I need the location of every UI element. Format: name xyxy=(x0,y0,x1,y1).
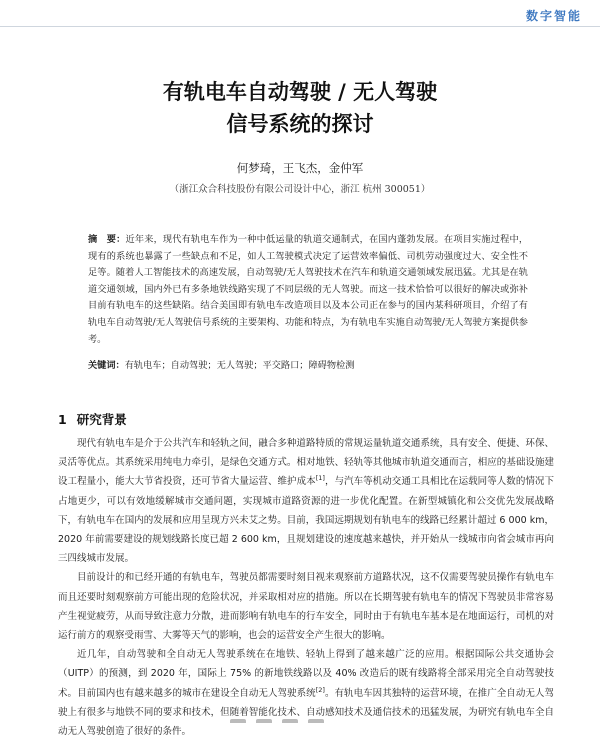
page-header xyxy=(0,0,600,27)
affiliation: （浙江众合科技股份有限公司设计中心，浙江 杭州 300051） xyxy=(169,184,431,195)
cut-off-glyph xyxy=(282,719,298,723)
section-number: 1 xyxy=(58,412,67,427)
paragraph-2: 目前设计的和已经开通的有轨电车，驾驶员都需要时刻目视来观察前方道路状况，这不仅需要驾驶员操作有轨电车而且还要时刻观察前方可能出现的危险状况，并采取相对应的措施。所以在长期驾驶有轨电车的情况下驾驶员非常容易产生视觉疲劳，从而导致注意力分散，进而影响有轨电车的行车安全，同时由于有轨电车基本是在地面运行，司机的对运行前方的观察受雨雪、大雾等天气的影响，也会的运营安全产生很大的影响。 xyxy=(58,572,554,642)
paragraph-1-part-1: 现代有轨电车是介于公共汽车和轻轨之间，融合多种道路特质的常规运量轨道交通系统，具有安全、便捷、环保、灵活等优点。其系统采用纯电力牵引，是绿色交通方式。相对地铁、轻轨等其他城市轨道交通而言，相应的基础设施建设工程量小，能大大节省投资，还可节省大量运营、维护成本 xyxy=(58,438,554,488)
section-tag: 数字智能 xyxy=(525,9,582,23)
abstract-text: 近年来，现代有轨电车作为一种中低运量的轨道交通制式，在国内蓬勃发展。在项目实施过程中，现有的系统也暴露了一些缺点和不足，如人工驾驶模式决定了运营效率偏低、司机劳动强度过大、安全性不足等。随着人工智能技术的高速发展，自动驾驶/无人驾驶技术在汽车和轨道交通领域发展迅猛。尤其是在轨道交通领域，国内外已有多条地铁线路实现了不同层级的无人驾驶。而这一技术恰恰可以很好的解决或弥补目前有轨电车的这些缺陷。结合美国即有轨电车改造项目以及本公司正在参与的国内某科研项目，介绍了有轨电车自动驾驶/无人驾驶信号系统的主要架构、功能和特点，为有轨电车实施自动驾驶/无人驾驶方案提供参考。 xyxy=(88,234,529,345)
article-title xyxy=(0,76,600,140)
authors: 何梦琦，王飞杰，金仲军 xyxy=(236,161,364,175)
citation-ref-2: [2] xyxy=(315,685,325,694)
title-line-2: 信号系统的探讨 xyxy=(226,112,374,136)
paragraph-3 xyxy=(58,645,554,741)
paragraph-1-part-2: ，与汽车等机动交通工具相比在运载同等人数的情况下占地更少，可以有效地缓解城市交通问题，实现城市道路资源的进一步优化配置。在新型城镇化和公交优先发展战略下，有轨电车在国内的发展和应用呈现方兴未艾之势。目前，我国远期规划有轨电车的线路已经累计超过 6 000 km，2020 年前需要建设的规划线路长度已超 2 600 km，且规划建设的速度越来越快，并开始从一线城市向省会城市再向三四线城市发展。 xyxy=(58,476,554,565)
cut-off-text-fragment xyxy=(230,711,370,723)
cut-off-glyph xyxy=(308,719,324,723)
cut-off-glyph xyxy=(256,719,272,723)
section-title: 研究背景 xyxy=(76,412,127,427)
paragraph-1 xyxy=(58,434,554,568)
section-heading xyxy=(58,410,127,428)
keywords-label: 关键词： xyxy=(88,360,125,371)
abstract xyxy=(88,232,528,348)
citation-ref-1: [1] xyxy=(315,474,325,483)
keywords-text: 有轨电车；自动驾驶；无人驾驶；平交路口；障碍物检测 xyxy=(124,360,355,371)
paragraph-3-part-1: 近几年，自动驾驶和全自动无人驾驶系统在在地铁、轻轨上得到了越来越广泛的应用。根据国际公共交通协会（UITP）的预测，到 2020 年，国际上 75% 的新地铁线路以及 40% 改造后的既有线路将全部采用完全自动驾驶技术。目前国内也有越来越多的城市在建设全自动无人驾驶系统 xyxy=(58,649,554,699)
section-body xyxy=(58,434,554,741)
title-line-1: 有轨电车自动驾驶 / 无人驾驶 xyxy=(162,80,438,104)
cut-off-glyph xyxy=(230,719,246,723)
paragraph-3-part-2: 。有轨电车因其独特的运营环境，在推广全自动无人驾驶上有很多与地铁不同的要求和技术，但随着智能化技术、自动感知技术及通信技术的迅猛发展，为研究有轨电车全自动无人驾驶创造了很好的条件。 xyxy=(58,687,554,738)
keywords xyxy=(88,357,528,371)
abstract-label: 摘 要： xyxy=(88,234,126,245)
